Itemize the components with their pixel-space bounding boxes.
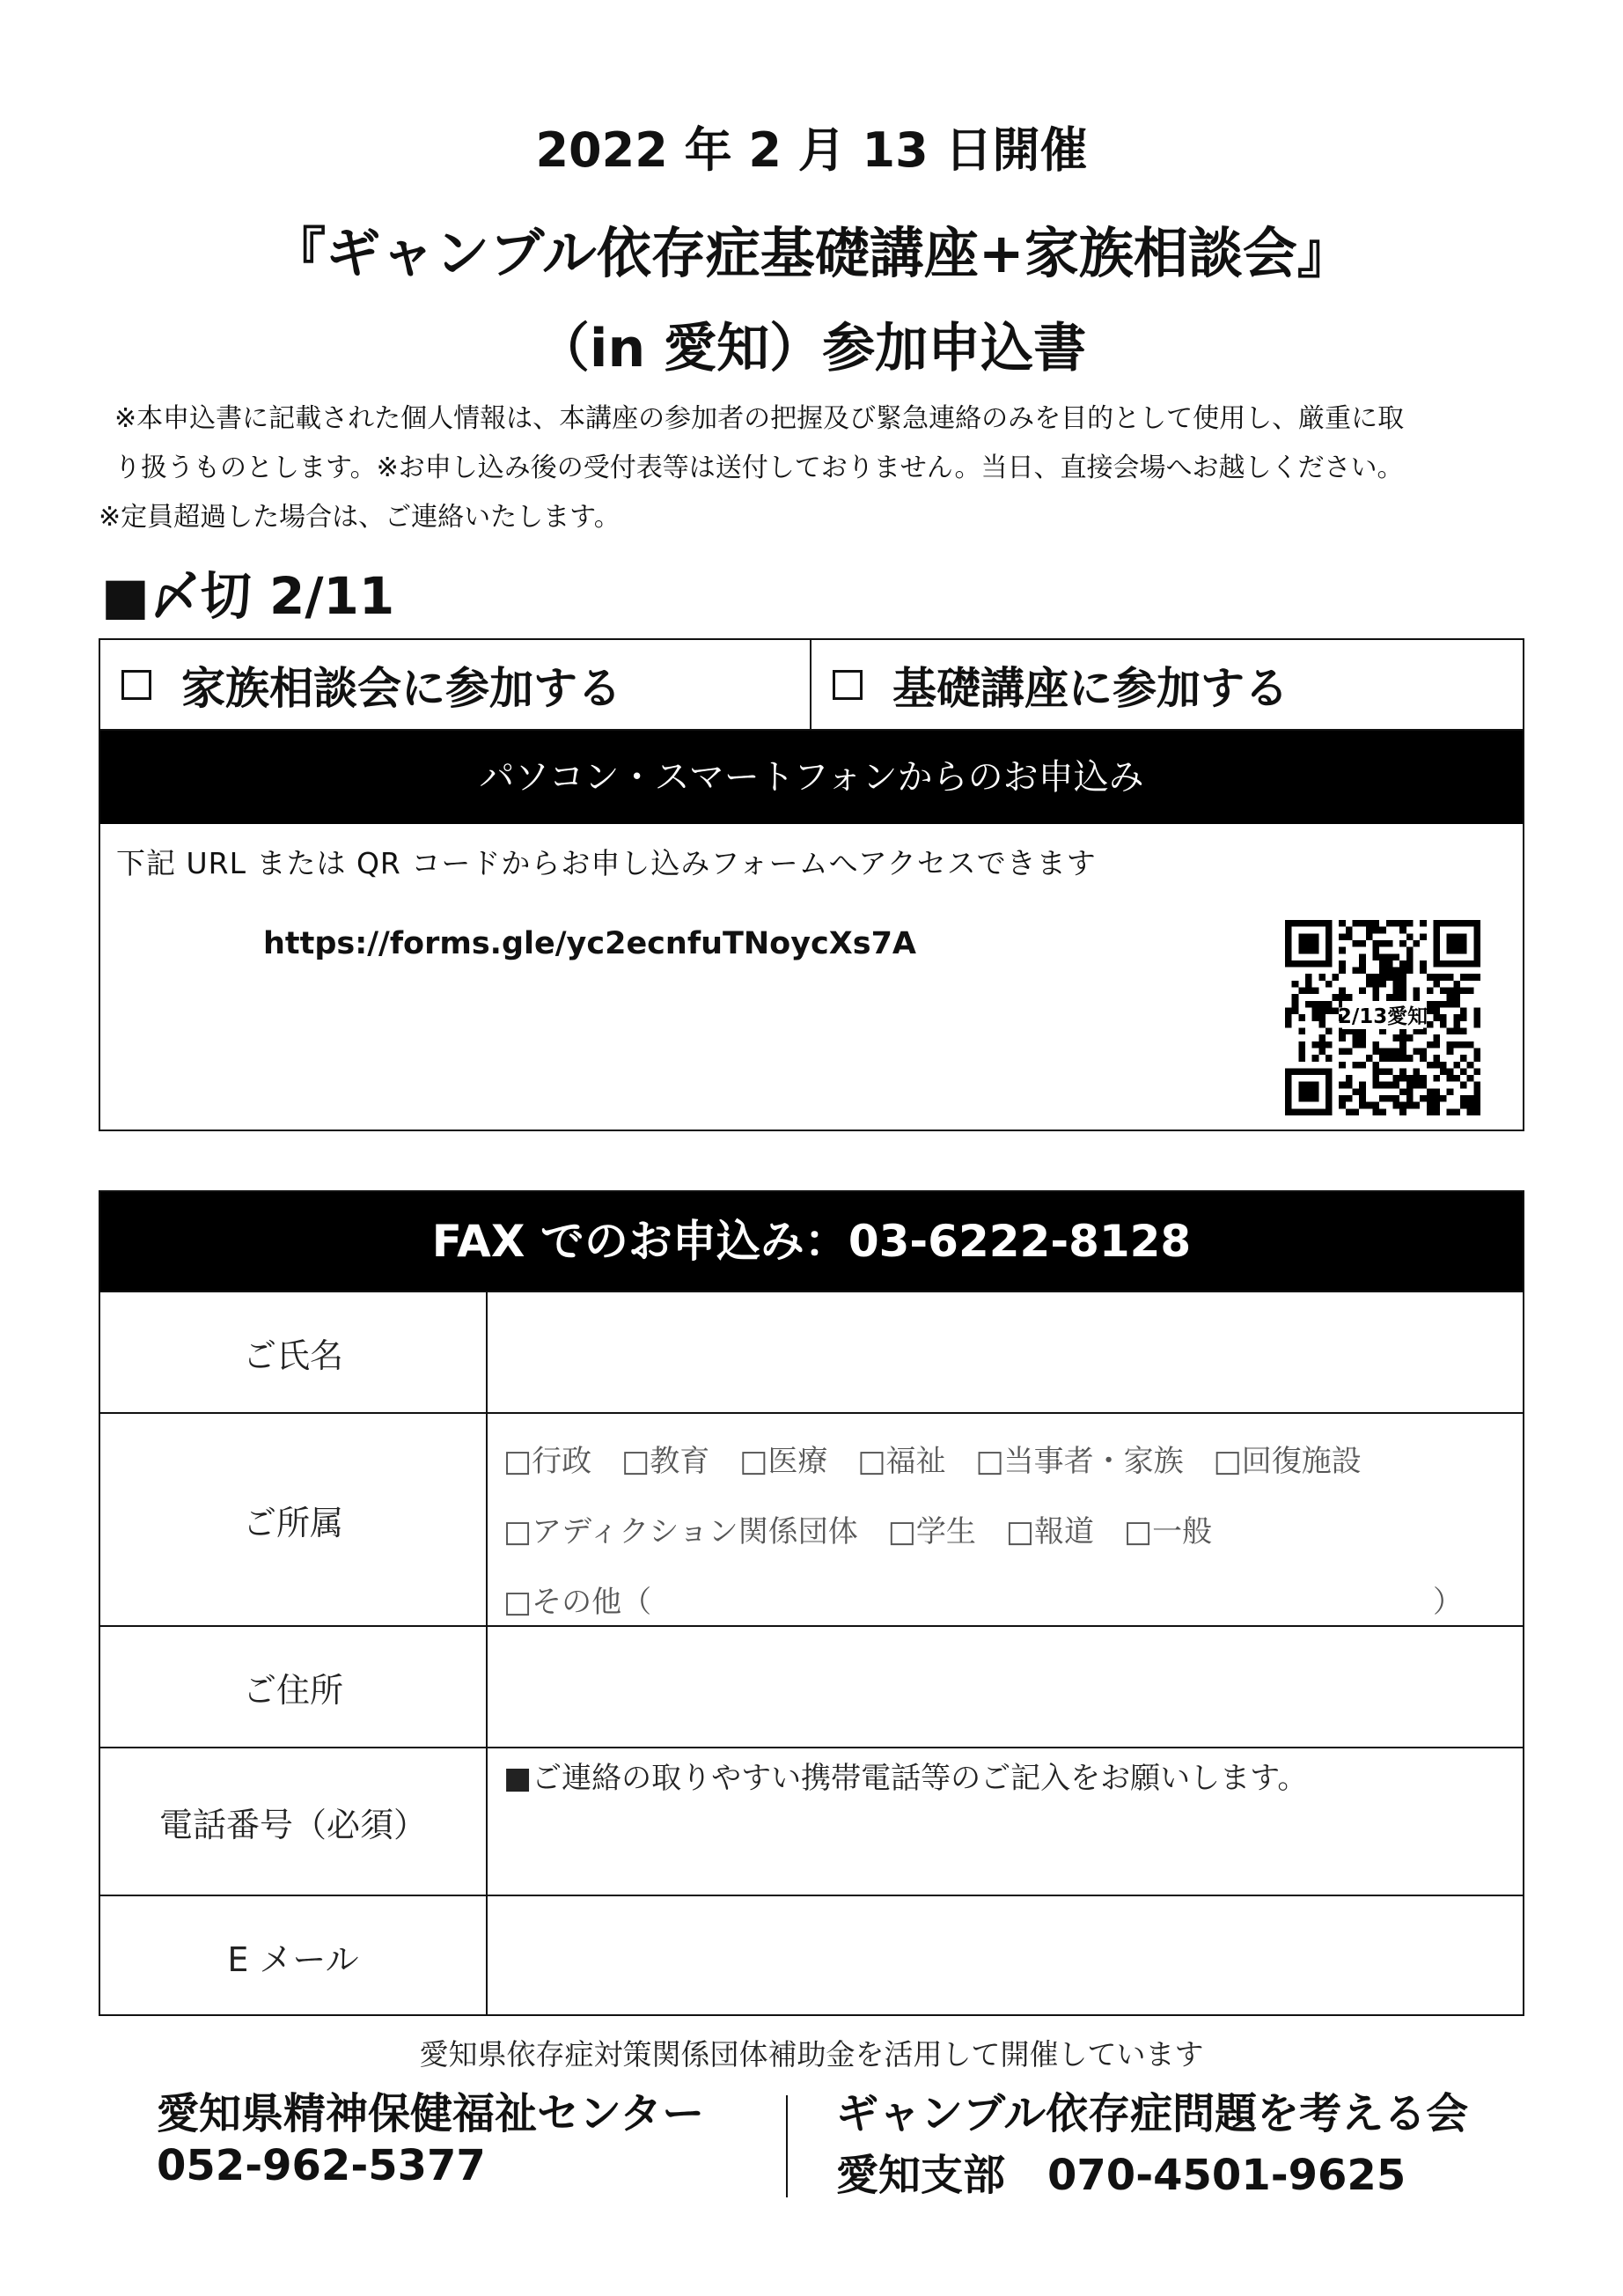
online-application-box	[99, 638, 1524, 1131]
fax-application-form	[99, 1190, 1524, 2016]
option-family-consultation[interactable]	[100, 640, 812, 729]
privacy-notice-line-2: り扱うものとします。※お申し込み後の受付表等は送付しておりません。当日、直接会場へお越しください。	[114, 453, 1404, 483]
form-url-link[interactable]: https://forms.gle/yc2ecnfuTNoycXs7A	[263, 926, 917, 961]
deadline: ■〆切 2/11	[101, 566, 395, 626]
affiliation-other[interactable]: □その他（	[503, 1585, 652, 1620]
fax-heading: FAX でのお申込み：03-6222-8128	[100, 1192, 1523, 1291]
phone-label: 電話番号（必須）	[100, 1748, 488, 1895]
row-address	[100, 1625, 1523, 1747]
address-field[interactable]	[488, 1627, 1523, 1747]
checkbox-icon[interactable]	[833, 670, 863, 700]
participation-options	[100, 640, 1523, 731]
option-basic-course[interactable]	[812, 640, 1544, 729]
qr-label: 2/13愛知	[1337, 1005, 1428, 1029]
checkbox-icon[interactable]	[121, 670, 151, 700]
event-date: 2022 年 2 月 13 日開催	[535, 122, 1088, 178]
name-field[interactable]	[488, 1292, 1523, 1412]
affiliation-label: ご所属	[100, 1414, 488, 1625]
form-subtitle: （in 愛知）参加申込書	[536, 318, 1087, 379]
email-label: E メール	[100, 1896, 488, 2016]
online-heading: パソコン・スマートフォンからのお申込み	[100, 731, 1523, 824]
org2-name: ギャンブル依存症問題を考える会	[836, 2089, 1469, 2138]
row-name	[100, 1291, 1523, 1412]
org1-phone: 052-962-5377	[157, 2141, 486, 2190]
privacy-notice-line-1: ※本申込書に記載された個人情報は、本講座の参加者の把握及び緊急連絡のみを目的として使用し、厳重に取	[114, 403, 1405, 434]
capacity-notice: ※定員超過した場合は、ご連絡いたします。	[99, 502, 621, 533]
org2-branch-phone: 愛知支部 070-4501-9625	[836, 2151, 1406, 2200]
option-family-label: 家族相談会に参加する	[181, 662, 621, 714]
form-title: 『ギャンブル依存症基礎講座+家族相談会』	[271, 221, 1352, 285]
name-label: ご氏名	[100, 1292, 488, 1412]
affiliation-options-line-1[interactable]: □行政 □教育 □医療 □福祉 □当事者・家族 □回復施設	[503, 1444, 1362, 1479]
email-field[interactable]	[488, 1896, 1523, 2016]
address-label: ご住所	[100, 1627, 488, 1747]
row-affiliation	[100, 1412, 1523, 1625]
phone-note: ■ご連絡の取りやすい携帯電話等のご記入をお願いします。	[503, 1761, 1308, 1796]
org1-name: 愛知県精神保健福祉センター	[157, 2089, 705, 2138]
subsidy-note: 愛知県依存症対策関係団体補助金を活用して開催しています	[419, 2037, 1204, 2072]
affiliation-options-line-2[interactable]: □アディクション関係団体 □学生 □報道 □一般	[503, 1514, 1213, 1549]
row-email	[100, 1895, 1523, 2016]
footer-divider	[786, 2095, 788, 2197]
qr-code-icon[interactable]	[1285, 920, 1480, 1115]
affiliation-field[interactable]	[488, 1414, 1523, 1625]
option-basic-label: 基礎講座に参加する	[892, 662, 1289, 714]
affiliation-other-close: ）	[1433, 1585, 1463, 1620]
row-phone	[100, 1747, 1523, 1895]
phone-field[interactable]	[488, 1748, 1523, 1895]
online-description: 下記 URL または QR コードからお申し込みフォームへアクセスできます	[116, 846, 1097, 880]
